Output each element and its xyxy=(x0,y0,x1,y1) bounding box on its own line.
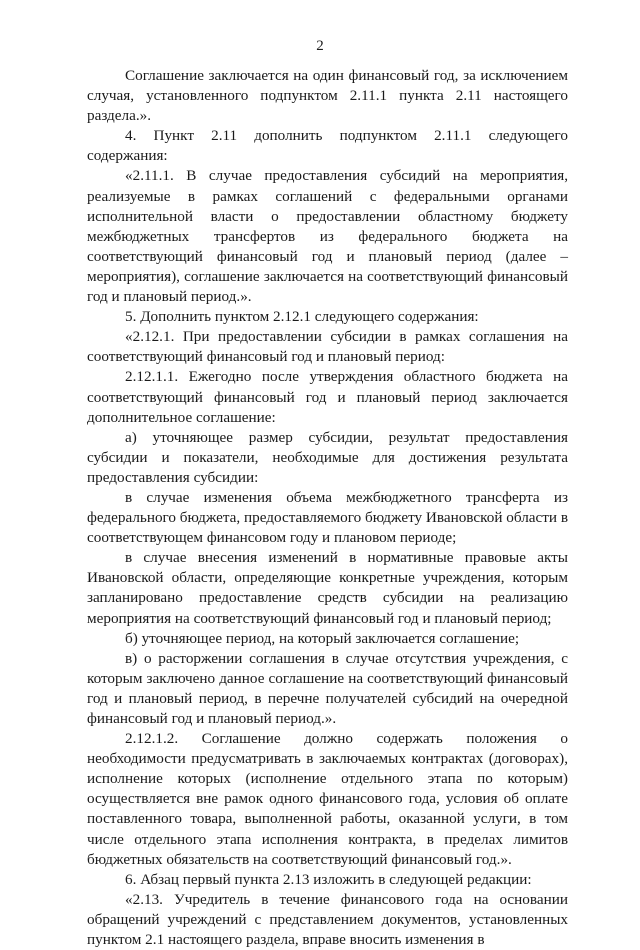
paragraph: в случае внесения изменений в нормативные правовые акты Ивановской области, определяющие конкретные учреждения, которым запланировано предоставление средств субсидии на реализацию мероприятия на соответствующий финансовый год и плановый период; xyxy=(87,549,568,627)
paragraph: 5. Дополнить пунктом 2.12.1 следующего содержания: xyxy=(125,308,479,326)
paragraph: 6. Абзац первый пункта 2.13 изложить в следующей редакции: xyxy=(125,870,532,888)
paragraph: 2.12.1.1. Ежегодно после утверждения областного бюджета на соответствующий финансовый год и плановый период заключается дополнительное соглашение: xyxy=(87,368,568,426)
paragraph: «2.13. Учредитель в течение финансового года на основании обращений учреждений с представлением документов, установленных пунктом 2.1 настоящего раздела, вправе вносить изменения в xyxy=(87,890,568,949)
page-number: 2 xyxy=(316,38,324,54)
paragraph: 4. Пункт 2.11 дополнить подпунктом 2.11.1 следующего содержания: xyxy=(87,127,568,165)
paragraph: в) о расторжении соглашения в случае отсутствия учреждения, с которым заключено данное соглашение на соответствующий финансовый год и плановый период, в перечне получателей субсидий на очередной финансовый год и плановый период.». xyxy=(87,649,568,727)
paragraph: а) уточняющее размер субсидии, результат предоставления субсидии и показатели, необходимые для достижения результата предоставления субсидии: xyxy=(87,428,568,486)
paragraph: 2.12.1.2. Соглашение должно содержать положения о необходимости предусматривать в заключаемых контрактах (договорах), исполнение которых (исполнение отдельного этапа по которым) осуществляется вне рамок одного финансового года, условия об оплате поставленного товара, выполненной работы, оказанной услуги, в том числе отдельного этапа исполнения контракта, в пределах лимитов бюджетных обязательств на соответствующий финансовый год.». xyxy=(87,730,568,868)
paragraph: Соглашение заключается на один финансовый год, за исключением случая, установленного подпунктом 2.11.1 пункта 2.11 настоящего раздела.». xyxy=(87,67,568,125)
paragraph: «2.12.1. При предоставлении субсидии в рамках соглашения на соответствующий финансовый год и плановый период: xyxy=(87,328,568,366)
paragraph: б) уточняющее период, на который заключается соглашение; xyxy=(125,629,520,647)
document-body xyxy=(87,66,568,950)
paragraph: в случае изменения объема межбюджетного трансферта из федерального бюджета, предоставляемого бюджету Ивановской области в соответствующем финансовом году и плановом периоде; xyxy=(87,488,568,547)
paragraph: «2.11.1. В случае предоставления субсидий на мероприятия, реализуемые в рамках соглашений с федеральными органами исполнительной власти о предоставлении областному бюджету межбюджетных трансфертов из федерального бюджета на соответствующий финансовый год и плановый период (далее – мероприятия), соглашение заключается на соответствующий финансовый год и плановый период.». xyxy=(87,167,568,306)
